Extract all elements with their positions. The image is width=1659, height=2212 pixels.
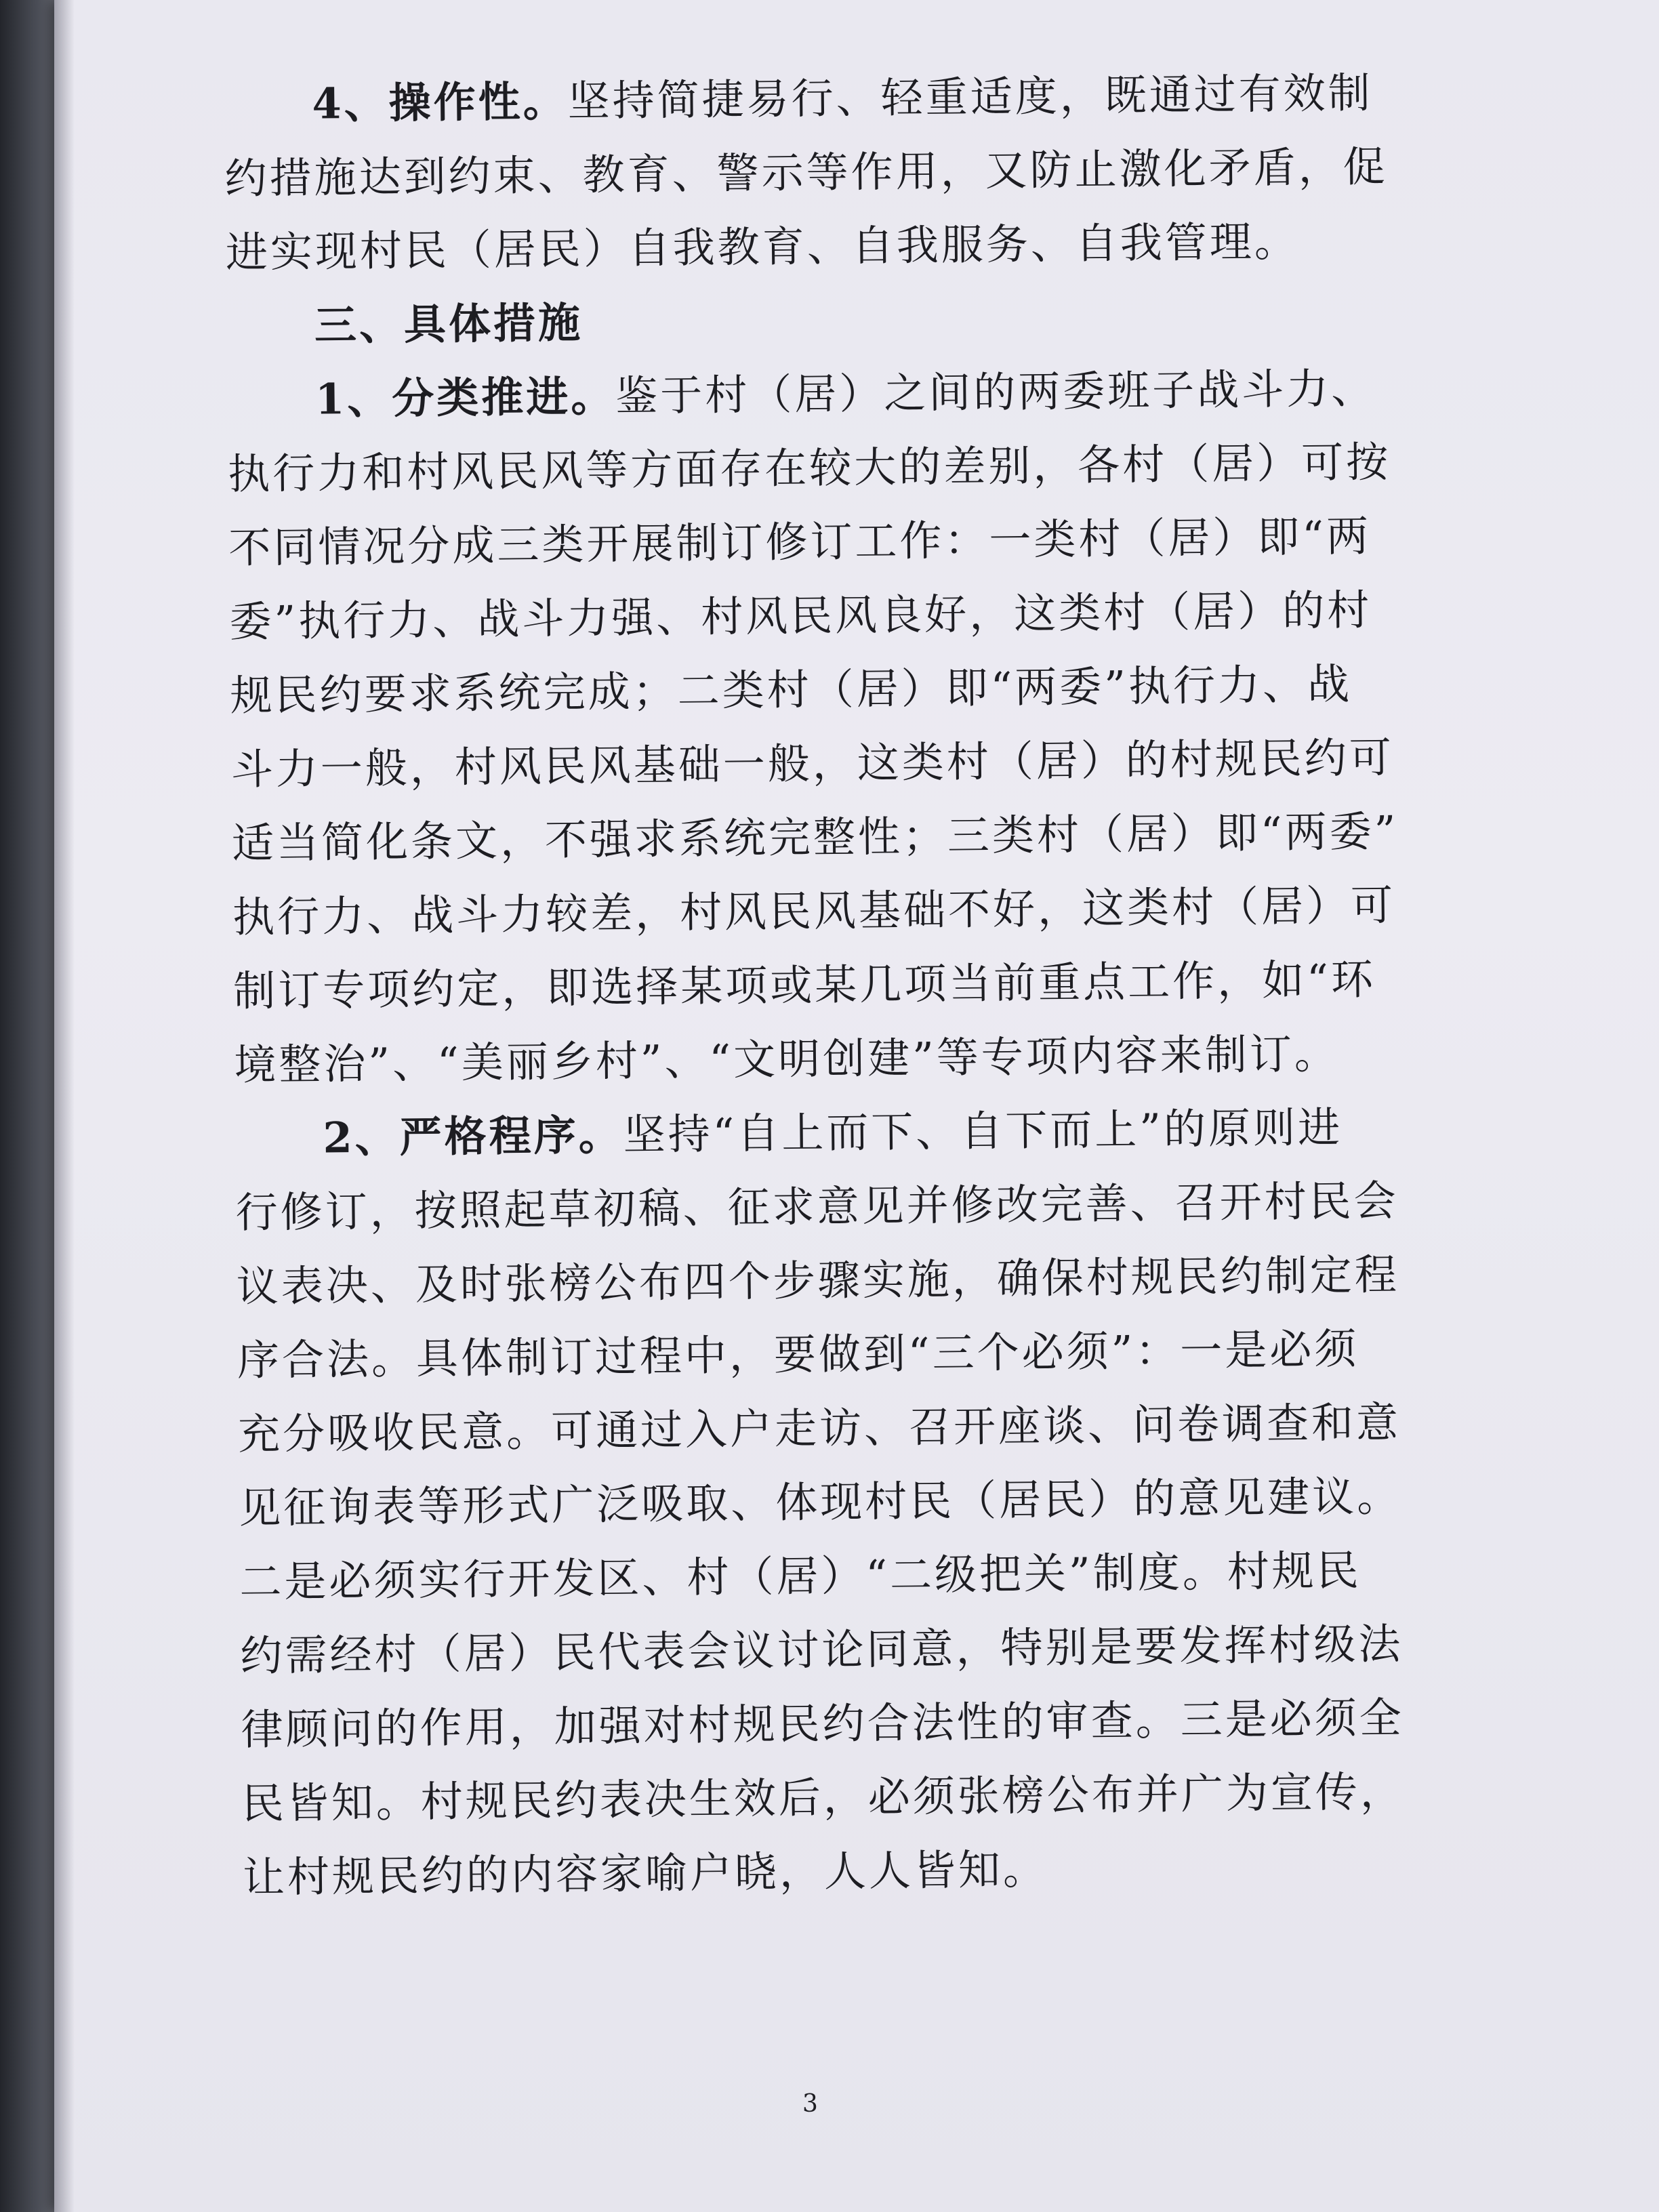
page-binding-shadow bbox=[54, 0, 75, 2212]
paragraph-line: 进实现村民（居民）自我教育、自我服务、自我管理。 bbox=[225, 216, 1300, 277]
item-lead: 2、严格程序。 bbox=[323, 1109, 624, 1163]
section-heading: 三、具体措施 bbox=[314, 298, 583, 350]
paragraph-line: 境整治”、“美丽乡村”、“文明创建”等专项内容来制订。 bbox=[234, 1028, 1340, 1090]
page-number: 3 bbox=[802, 2090, 818, 2118]
paragraph-line: 规民约要求系统完成；二类村（居）即“两委”执行力、战 bbox=[230, 659, 1353, 720]
paragraph-line: 二是必须实行开发区、村（居）“二级把关”制度。村规民 bbox=[239, 1545, 1362, 1607]
paragraph-line: 制订专项约定，即选择某项或某几项当前重点工作，如“环 bbox=[232, 954, 1376, 1016]
paragraph-line: 不同情况分成三类开展制订修订工作：一类村（居）即“两 bbox=[228, 511, 1372, 573]
background-desk-edge bbox=[0, 0, 61, 2212]
paragraph-line: 行修订，按照起草初稿、征求意见并修改完善、召开村民会 bbox=[235, 1175, 1399, 1237]
paragraph-line: 约措施达到约束、教育、警示等作用，又防止激化矛盾，促 bbox=[224, 142, 1389, 203]
paragraph-line: 执行力、战斗力较差，村风民风基础不好，这类村（居）可 bbox=[232, 880, 1396, 942]
paragraph-line: 民皆知。村规民约表决生效后，必须张榜公布并广为宣传， bbox=[241, 1766, 1406, 1828]
paragraph-line: 执行力和村风民风等方面存在较大的差别，各村（居）可按 bbox=[227, 436, 1391, 499]
item-lead: 1、分类推进。 bbox=[314, 371, 616, 424]
paragraph-line: 约需经村（居）民代表会议讨论同意，特别是要发挥村级法 bbox=[240, 1618, 1404, 1681]
paragraph-line: 见征询表等形式广泛吸取、体现村民（居民）的意见建议。 bbox=[238, 1471, 1402, 1533]
paragraph-line: 适当简化条文，不强求系统完整性；三类村（居）即“两委” bbox=[231, 806, 1399, 868]
paragraph-line bbox=[224, 55, 1444, 142]
paragraph-line bbox=[234, 1089, 1455, 1176]
line-text: 鉴于村（居）之间的两委班子战斗力、 bbox=[615, 363, 1376, 421]
line-text: 坚持简捷易行、轻重适度，既通过有效制 bbox=[567, 68, 1374, 126]
paragraph-line: 斗力一般，村风民风基础一般，这类村（居）的村规民约可 bbox=[230, 732, 1395, 794]
document-body bbox=[224, 55, 1462, 1914]
paragraph-line: 律顾问的作用，加强对村规民约合法性的审查。三是必须全 bbox=[241, 1692, 1404, 1755]
paragraph-line bbox=[227, 350, 1448, 437]
paragraph-line: 序合法。具体制订过程中，要做到“三个必须”：一是必须 bbox=[237, 1324, 1359, 1385]
line-text: 坚持“自上而下、自下而上”的原则进 bbox=[623, 1102, 1343, 1160]
paragraph-line: 充分吸收民意。可通过入户走访、召开座谈、问卷调查和意 bbox=[237, 1397, 1401, 1459]
paragraph-line: 议表决、及时张榜公布四个步骤实施，确保村规民约制定程 bbox=[236, 1249, 1400, 1311]
item-lead: 4、操作性。 bbox=[312, 76, 569, 129]
paragraph-line: 让村规民约的内容家喻户晓，人人皆知。 bbox=[242, 1844, 1048, 1902]
paragraph-line: 委”执行力、战斗力强、村风民风良好，这类村（居）的村 bbox=[229, 585, 1372, 647]
